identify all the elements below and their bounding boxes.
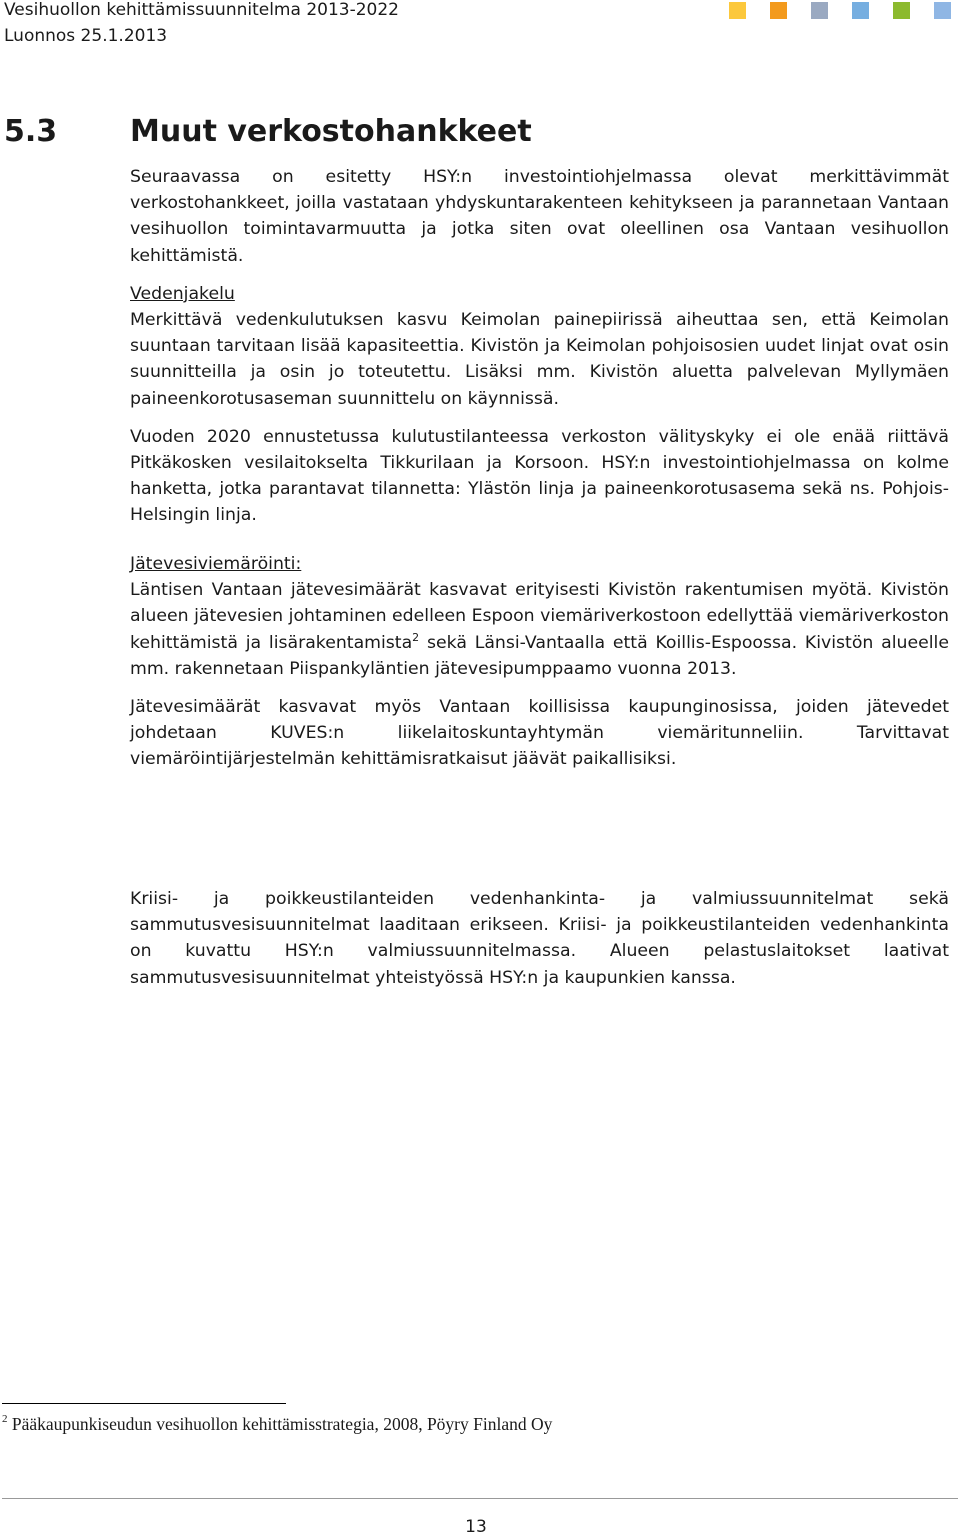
document-date: Luonnos 25.1.2013 (4, 26, 168, 46)
footnote (2, 1412, 902, 1436)
color-square (934, 2, 951, 19)
color-square (893, 2, 910, 19)
water-supply-paragraph-2: Vuoden 2020 ennustetussa kulutustilanteessa verkoston välityskyky ei ole enää riittävä Pitkäkosken vesilaitokselta Tikkurilaan ja Korsoon. HSY:n investointiohjelmassa on kolme hanketta, jotka parantavat tilannetta: Ylästön linja ja paineenkorotusasema sekä ns. Pohjois-Helsingin linja. (130, 426, 949, 526)
footer-divider (2, 1498, 958, 1499)
section-number: 5.3 (4, 114, 58, 149)
section-title: Muut verkostohankkeet (130, 114, 532, 149)
intro-paragraph: Seuraavassa on esitetty HSY:n investointiohjelmassa olevat merkittävimmät verkostohankkeet, joilla vastataan yhdyskuntarakenteen kehitykseen ja parannetaan Vantaan vesihuollon toimintavarmuutta ja jotka siten ovat oleellinen osa Vantaan vesihuollon kehittämistä. (130, 167, 949, 266)
sewerage-paragraph-1-part-1: Läntisen Vantaan jätevesimäärät kasvavat erityisesti Kivistön rakentumisen myötä. Kivistön alueen jätevesien johtaminen edelleen Espoon viemäriverkostoon edellyttää viemäriverkoston kehittämistä ja lisärakentamista (130, 580, 949, 653)
color-square (811, 2, 828, 19)
crisis-paragraph: Kriisi- ja poikkeustilanteiden vedenhankinta- ja valmiussuunnitelmat sekä sammutusvesisuunnitelmat laaditaan erikseen. Kriisi- ja poikkeustilanteiden vedenhankinta on kuvattu HSY:n valmiussuunnitelmassa. Alueen pelastuslaitokset laativat sammutusvesisuunnitelmat yhteistyössä HSY:n ja kaupunkien kanssa. (130, 889, 949, 988)
footnote-divider (2, 1403, 286, 1404)
sewerage-paragraph-1 (130, 577, 949, 682)
sewerage-paragraph-2: Jätevesimäärät kasvavat myös Vantaan koillisissa kaupunginosissa, joiden jätevedet johdetaan KUVES:n liikelaitoskuntayhtymän viemäritunneliin. Tarvittavat viemäröintijärjestelmän kehittämisratkaisut jäävät paikallisiksi. (130, 697, 949, 770)
section-body-top (130, 164, 949, 529)
sewerage-heading: Jätevesiviemäröinti: (130, 554, 302, 574)
sewerage-paragraph-1-part-2: sekä Länsi-Vantaalla että Koillis-Espoossa. Kivistön alueelle mm. rakennetaan Piispankyläntien jätevesipumppaamo vuonna 2013. (130, 632, 949, 679)
footnote-text: Pääkaupunkiseudun vesihuollon kehittämisstrategia, 2008, Pöyry Finland Oy (11, 1414, 553, 1434)
water-supply-paragraph-1: Merkittävä vedenkulutuksen kasvu Keimolan painepiirissä aiheuttaa sen, että Keimolan suuntaan tarvitaan lisää kapasiteettia. Kivistön ja Keimolan pohjoisosien uudet linjat ovat osin suunnitteilla ja osin jo toteutettu. Lisäksi mm. Kivistön aluetta palvelevan Myllymäen paineenkorotusaseman suunnittelu on käynnissä. (130, 310, 949, 409)
section-body-sewerage (130, 551, 949, 773)
document-title: Vesihuollon kehittämissuunnitelma 2013-2022 (4, 0, 399, 20)
page-number: 13 (465, 1517, 487, 1537)
footnote-number: 2 (2, 1413, 8, 1425)
water-supply-heading: Vedenjakelu (130, 283, 235, 304)
footnote-reference: 2 (412, 630, 420, 644)
color-square (852, 2, 869, 19)
section-body-crisis (130, 886, 949, 991)
header-color-squares (729, 2, 953, 20)
color-square (770, 2, 787, 19)
color-square (729, 2, 746, 19)
